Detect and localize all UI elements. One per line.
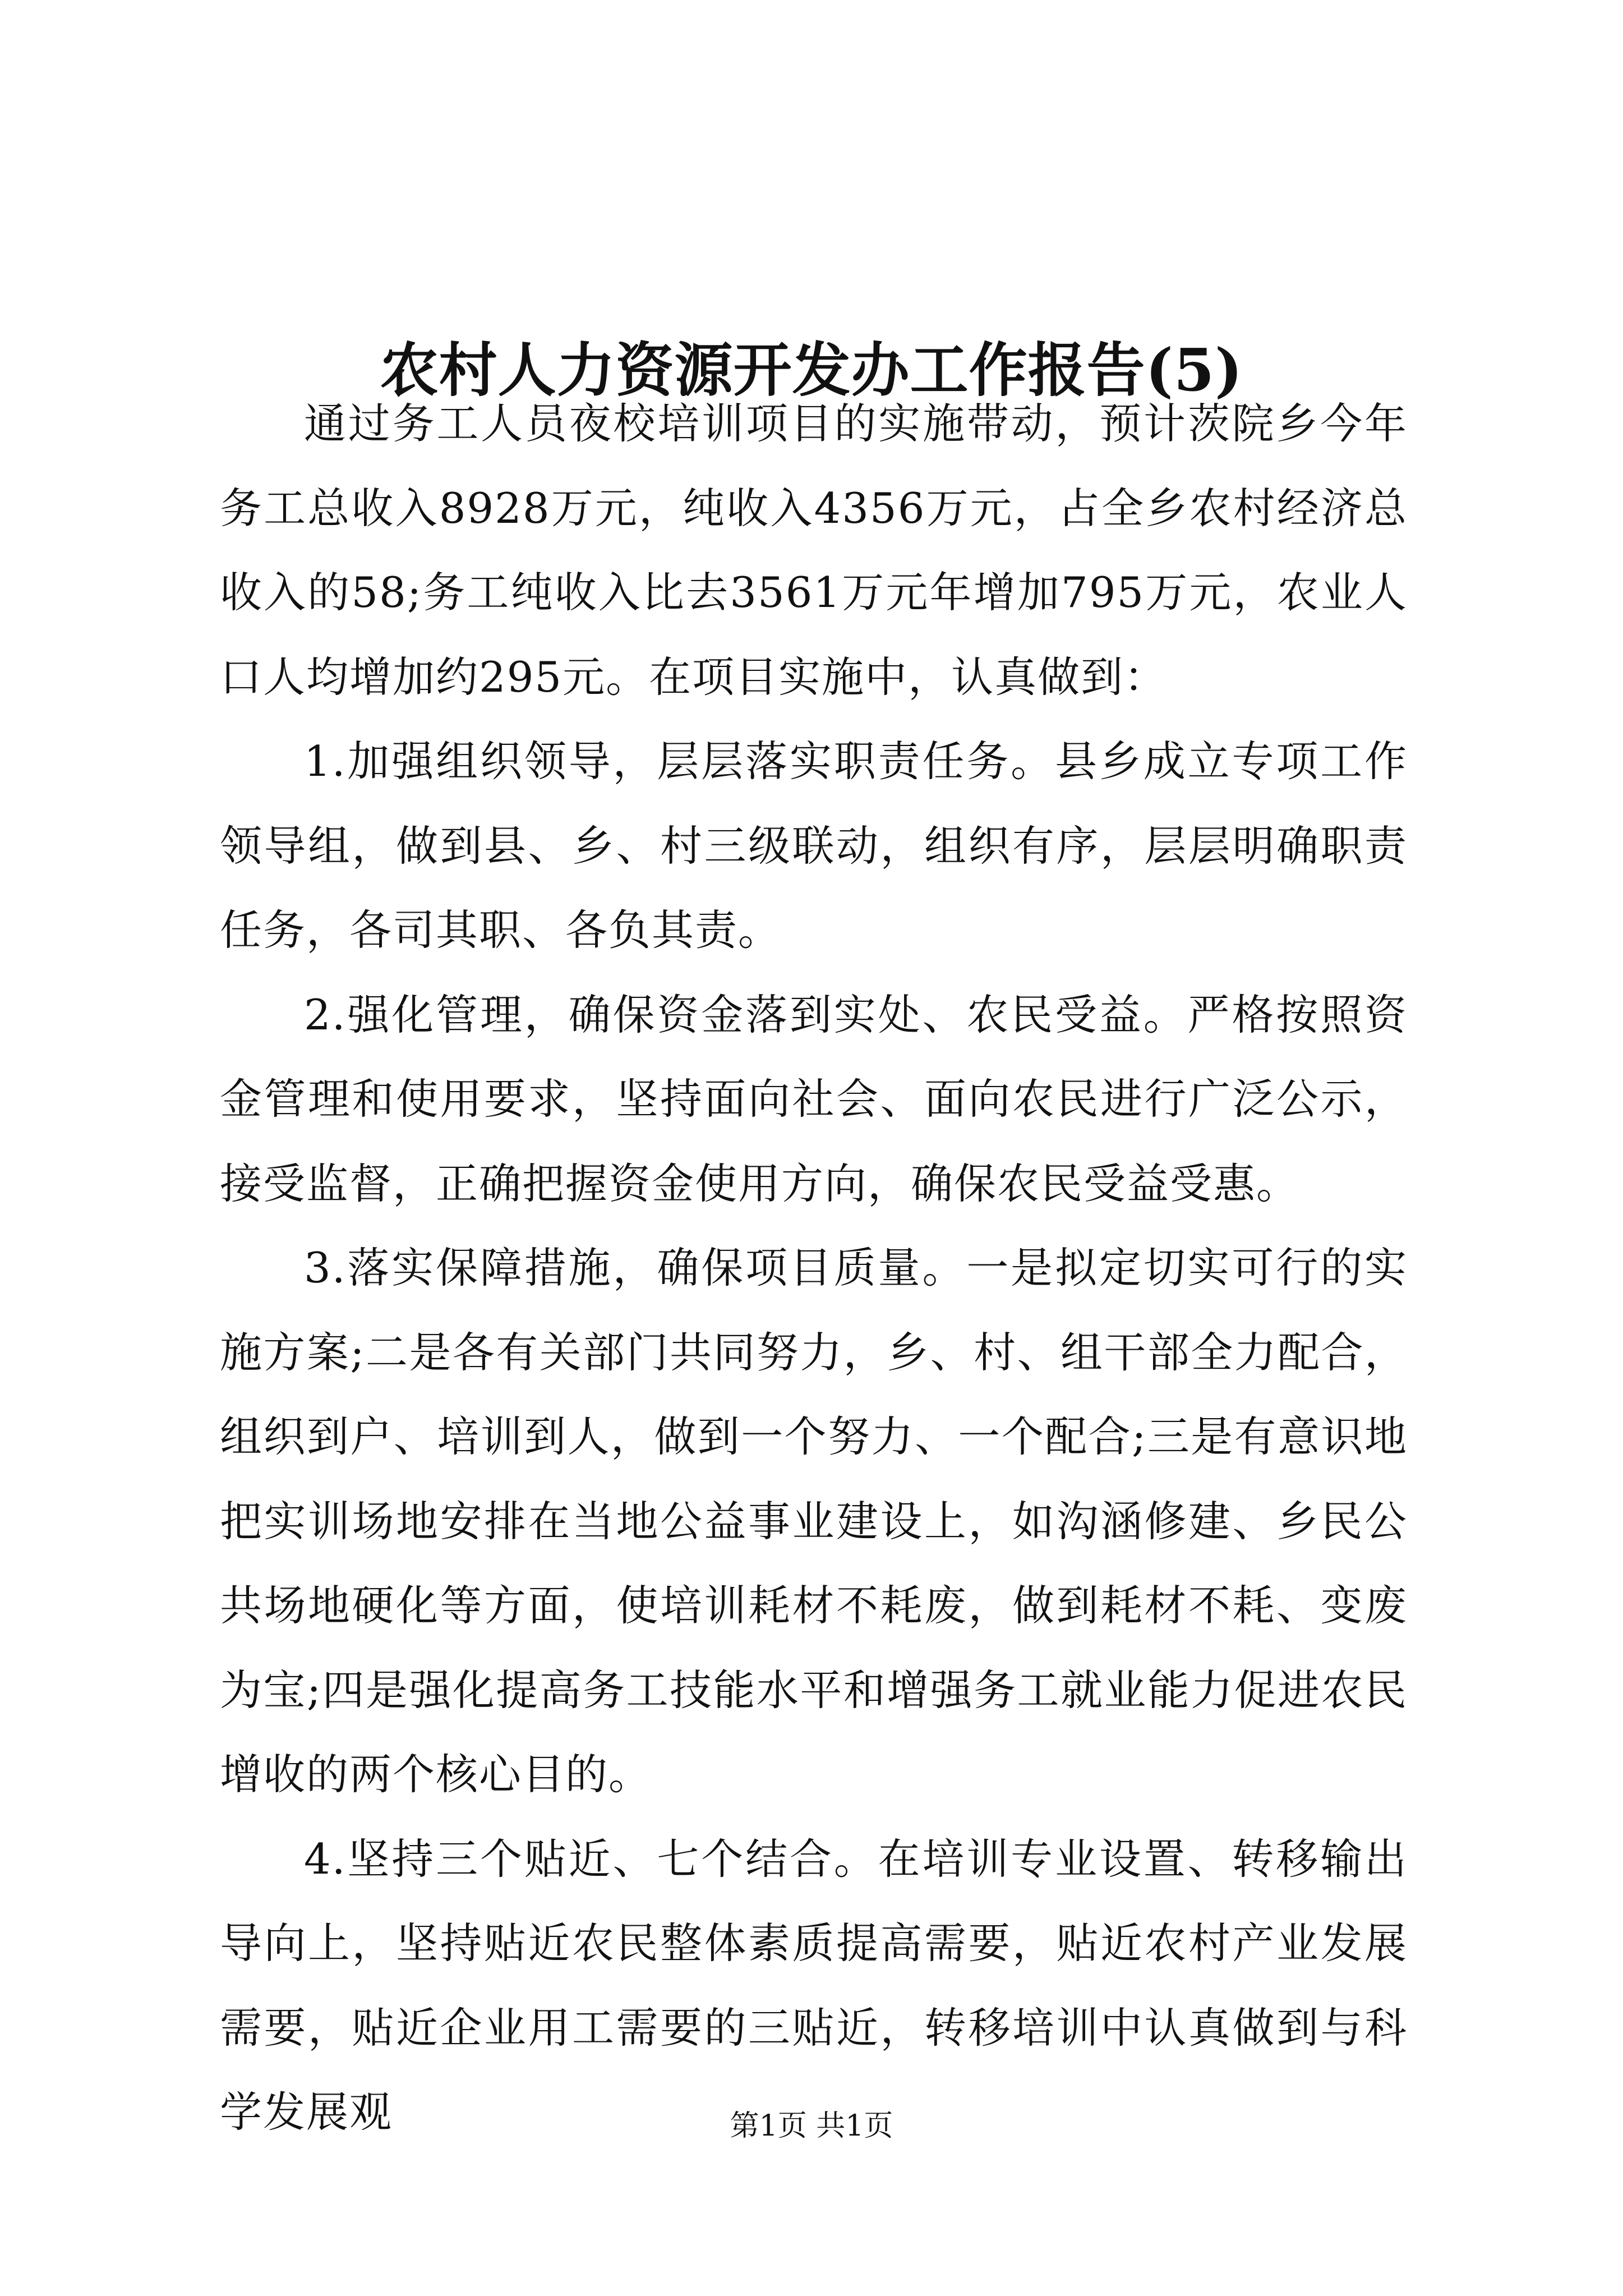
paragraph-item-4: 4.坚持三个贴近、七个结合。在培训专业设置、转移输出导向上，坚持贴近农民整体素质提高需要，贴近农村产业发展需要，贴近企业用工需要的三贴近，转移培训中认真做到与科学发展观: [220, 1834, 1408, 2137]
page-footer: 第1页 共1页: [730, 2109, 893, 2143]
paragraph-item-1: 1.加强组织领导，层层落实职责任务。县乡成立专项工作领导组，做到县、乡、村三级联动，组织有序，层层明确职责任务，各司其职、各负其责。: [220, 737, 1408, 955]
paragraph-item-2: 2.强化管理，确保资金落到实处、农民受益。严格按照资金管理和使用要求，坚持面向社会、面向农民进行广泛公示，接受监督，正确把握资金使用方向，确保农民受益受惠。: [220, 990, 1408, 1208]
paragraph-item-3: 3.落实保障措施，确保项目质量。一是拟定切实可行的实施方案;二是各有关部门共同努力，乡、村、组干部全力配合，组织到户、培训到人，做到一个努力、一个配合;三是有意识地把实训场地安排在当地公益事业建设上，如沟涵修建、乡民公共场地硬化等方面，使培训耗材不耗废，做到耗材不耗、变废为宝;四是强化提高务工技能水平和增强务工就业能力促进农民增收的两个核心目的。: [220, 1243, 1408, 1799]
document-body: [220, 381, 1408, 2155]
paragraph-intro: 通过务工人员夜校培训项目的实施带动，预计茨院乡今年务工总收入8928万元，纯收入4356万元，占全乡农村经济总收入的58;务工纯收入比去3561万元年增加795万元，农业人口人均增加约295元。在项目实施中，认真做到：: [220, 399, 1408, 702]
page-title: 农村人力资源开发办工作报告(5): [380, 335, 1243, 404]
